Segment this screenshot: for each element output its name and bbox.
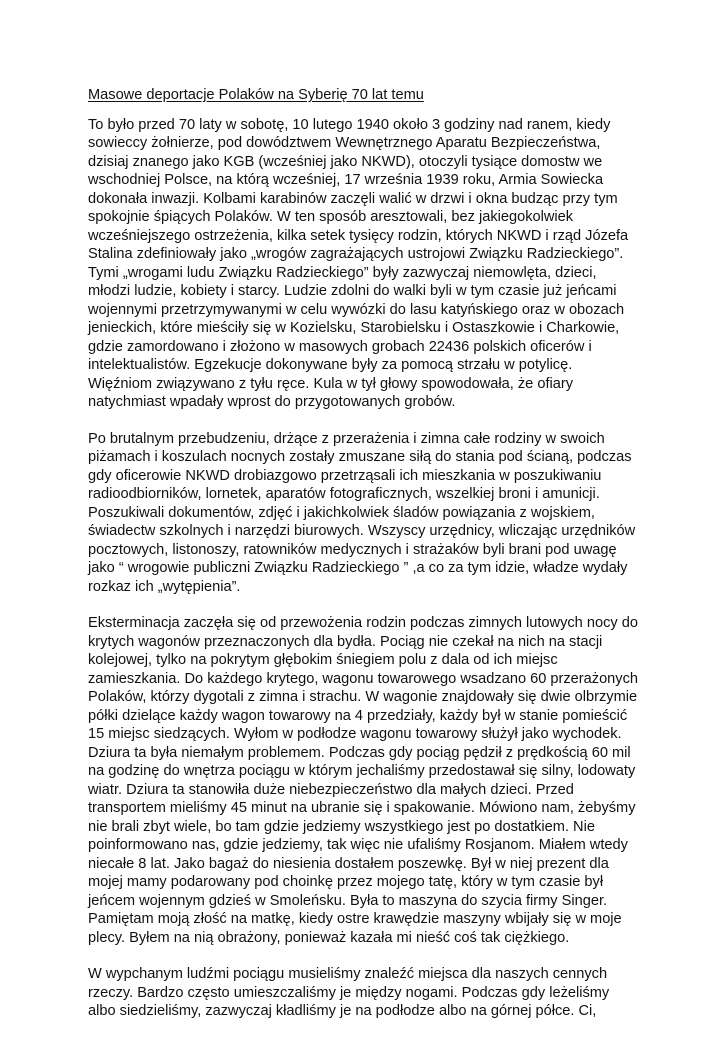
text-line: Poszukiwali dokumentów, zdjęć i jakichkolwiek śladów powiązania z wojskiem, <box>88 504 595 521</box>
text-line: na godzinę do wnętrza pociągu w którym jechaliśmy przedostawał się silny, lodowaty <box>88 763 636 779</box>
text-line: wiatr. Dziura ta stanowiła duże niebezpieczeństwo dla małych dzieci. Przed <box>88 781 574 798</box>
text-line: spokojnie śpiących Polaków. W ten sposób aresztowali, bez jakiegokolwiek <box>88 209 574 225</box>
text-line: niecałe 8 lat. Jako bagaż do niesienia dostałem poszewkę. Był w niej prezent dla <box>88 855 609 872</box>
paragraph <box>88 430 640 597</box>
document-title: Masowe deportacje Polaków na Syberię 70 lat temu <box>88 87 424 103</box>
text-line: transportem mieliśmy 45 minut na ubranie się i spakowanie. Mówiono nam, żebyśmy <box>88 800 636 816</box>
text-line: jako “ wrogowie publiczni Związku Radzieckiego ” ,a co za tym idzie, władze wydały <box>88 560 628 576</box>
text-line: wschodniej Polsce, na którą wcześniej, 17 września 1939 roku, Armia Sowiecka <box>88 172 604 188</box>
paragraph <box>88 116 640 412</box>
text-line: mojej mamy podarowany pod choinkę przez mojego tatę, który w tym czasie był <box>88 874 604 890</box>
text-line: Pamiętam moją złość na matkę, kiedy ostre krawędzie maszyny wbijały się w moje <box>88 911 622 927</box>
text-line: Więźniom związywano z tyłu ręce. Kula w tył głowy spowodowała, że ofiary <box>88 375 574 392</box>
text-line: W wypchanym ludźmi pociągu musieliśmy znaleźć miejsca dla naszych cennych <box>88 966 608 982</box>
text-line: dzisiaj znanego jako KGB (wcześniej jako NKWD), otoczyli tysiące domostw we <box>88 153 603 170</box>
text-line: natychmiast wpadały wprost do przygotowanych grobów. <box>88 394 456 410</box>
text-line: Po brutalnym przebudzeniu, drżące z przerażenia i zimna całe rodziny w swoich <box>88 430 605 447</box>
text-line: Eksterminacja zaczęła się od przewożenia rodzin podczas zimnych lutowych nocy do <box>88 615 638 631</box>
text-line: plecy. Byłem na nią obrażony, ponieważ kazała mi nieść coś tak ciężkiego. <box>88 929 570 946</box>
text-line: sowieccy żołnierze, pod dowództwem Wewnętrznego Aparatu Bezpieczeństwa, <box>88 135 601 151</box>
text-line: młodzi ludzie, kobiety i starcy. Ludzie zdolni do walki byli w tym czasie już jeńcami <box>88 283 617 299</box>
text-line: poinformowano nas, gdzie jedziemy, tak więc nie ufaliśmy Rosjanom. Miałem wtedy <box>88 837 628 853</box>
text-line: intelektualistów. Egzekucje dokonywane były za pomocą strzału w potylicę. <box>88 357 573 373</box>
text-line: Tymi „wrogami ludu Związku Radzieckiego” były zazwyczaj niemowlęta, dzieci, <box>88 264 597 281</box>
text-line: albo siedzieliśmy, zazwyczaj kładliśmy je na podłodze albo na górnej półce. Ci, <box>88 1003 597 1019</box>
text-line: 15 miejsc siedzących. Wyłom w podłodze wagonu towarowy służył jako wychodek. <box>88 726 622 742</box>
text-line: Stalina zdefiniowały jako „wrogów zagrażających ustrojowi Związku Radzieckiego”. <box>88 246 624 262</box>
text-line: świadectw szkolnych i narzędzi biurowych. Wszyscy urzędnicy, wliczając urzędników <box>88 523 636 539</box>
text-line: półki dzielące każdy wagon towarowy na 4 przedziały, każdy był w stanie pomieścić <box>88 707 628 724</box>
text-line: gdzie zamordowano i złożono w masowych grobach 22436 polskich oficerów i <box>88 338 592 355</box>
text-line: jeńcem wojennym gdzieś w Smoleńsku. Była to maszyna do szycia firmy Singer. <box>88 892 608 909</box>
paragraph <box>88 614 640 947</box>
text-line: piżamach i koszulach nocnych zostały zmuszane siłą do stania pod ścianą, podczas <box>88 449 632 465</box>
text-line: krytych wagonów przeznaczonych dla bydła. Pociąg nie czekał na nich na stacji <box>88 633 603 650</box>
text-line: To było przed 70 laty w sobotę, 10 lutego 1940 około 3 godziny nad ranem, kiedy <box>88 116 611 133</box>
text-line: wojennymi przetrzymywanymi w celu wywózki do lasu katyńskiego oraz w obozach <box>88 301 625 318</box>
text-line: radioodbiorników, lornetek, aparatów fotograficznych, wszelkiej broni i amunicji. <box>88 486 600 502</box>
paragraph <box>88 965 640 1021</box>
text-line: jenieckich, które mieściły się w Kozielsku, Starobielsku i Ostaszkowie i Charkowie, <box>88 320 620 336</box>
text-line: wcześniejszego ostrzeżenia, kilka setek tysięcy rodzin, których NKWD i rząd Józefa <box>88 227 629 244</box>
text-line: pocztowych, listonoszy, ratowników medycznych i strażaków byli brani pod uwagę <box>88 541 617 558</box>
text-line: gdy oficerowie NKWD drobiazgowo przetrząsali ich mieszkania w poszukiwaniu <box>88 467 602 484</box>
text-line: kolejowej, tylko na pokrytym głębokim śniegiem polu z dala od ich miejsc <box>88 652 558 668</box>
document-body <box>88 86 640 1039</box>
text-line: zamieszkania. Do każdego krytego, wagonu towarowego wsadzano 60 przerażonych <box>88 670 639 687</box>
text-line: rzeczy. Bardzo często umieszczaliśmy je między nogami. Podczas gdy leżeliśmy <box>88 984 610 1001</box>
text-line: dokonała inwazji. Kolbami karabinów zaczęli walić w drzwi i okna budząc przy tym <box>88 190 618 207</box>
text-line: rozkaz ich „wytępienia”. <box>88 578 241 595</box>
paragraphs-container <box>88 116 640 1021</box>
text-line: nie brali zbyt wiele, bo tam gdzie jedziemy wszystkiego jest po dostatkiem. Nie <box>88 818 595 835</box>
text-line: Dziura ta była niemałym problemem. Podczas gdy pociąg pędził z prędkością 60 mil <box>88 744 631 761</box>
text-line: Polaków, którzy dygotali z zimna i strachu. W wagonie znajdowały się dwie olbrzymie <box>88 689 638 705</box>
